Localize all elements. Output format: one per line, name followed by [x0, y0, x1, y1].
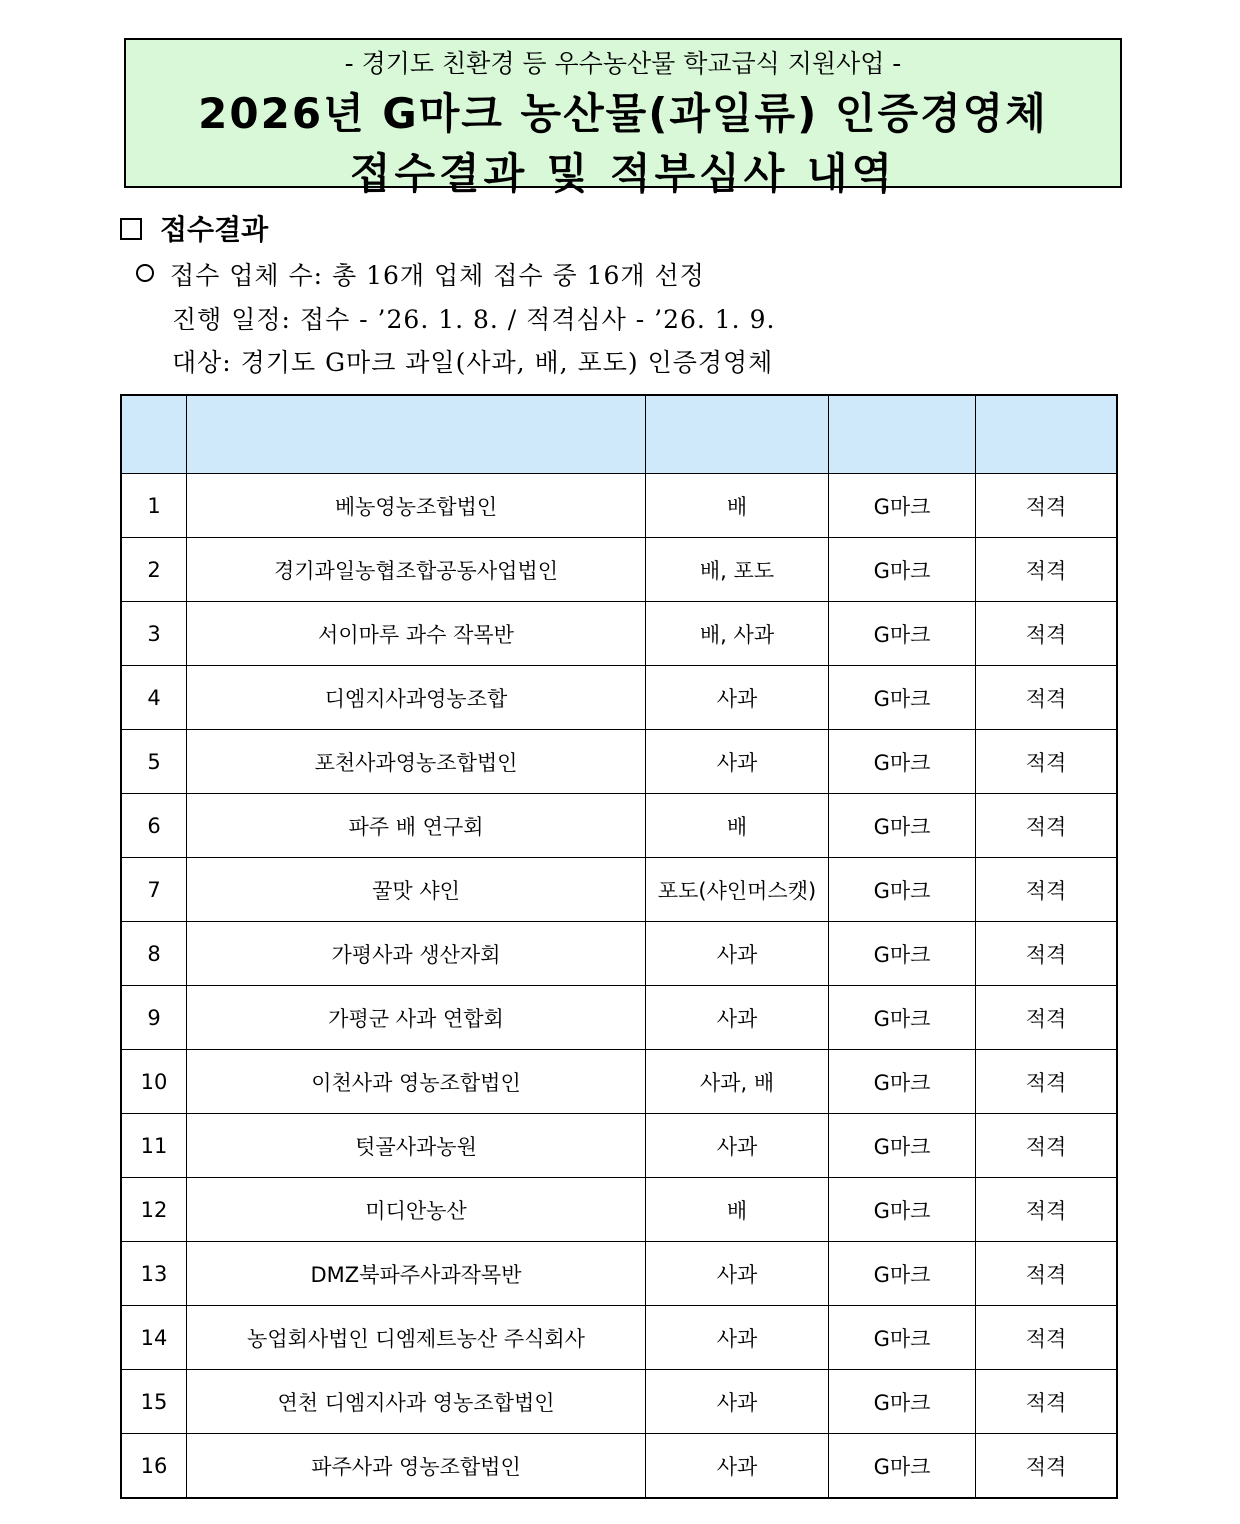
cell-no: 3	[121, 602, 187, 666]
cell-no: 2	[121, 538, 187, 602]
cell-no: 1	[121, 474, 187, 538]
header-cell-result	[976, 395, 1118, 474]
cell-result: 적격	[976, 1370, 1118, 1434]
table-row	[121, 1114, 1117, 1178]
cell-name: 텃골사과농원	[187, 1114, 646, 1178]
cell-no: 16	[121, 1434, 187, 1499]
cell-item: 사과	[646, 1434, 829, 1499]
cell-cert: G마크	[829, 1114, 976, 1178]
info-line-schedule: 진행 일정: 접수 - ’26. 1. 8. / 적격심사 - ’26. 1. 9.	[172, 305, 776, 334]
table-row	[121, 986, 1117, 1050]
cell-result: 적격	[976, 922, 1118, 986]
table-row	[121, 1178, 1117, 1242]
table-row	[121, 1306, 1117, 1370]
cell-cert: G마크	[829, 538, 976, 602]
cell-cert: G마크	[829, 474, 976, 538]
table-row	[121, 538, 1117, 602]
square-bullet-icon	[120, 218, 142, 240]
cell-cert: G마크	[829, 858, 976, 922]
cell-name: 농업회사법인 디엠제트농산 주식회사	[187, 1306, 646, 1370]
cell-result: 적격	[976, 474, 1118, 538]
header-cell-name	[187, 395, 646, 474]
cell-cert: G마크	[829, 1242, 976, 1306]
table-row	[121, 1050, 1117, 1114]
table-row	[121, 602, 1117, 666]
document-title: 2026년 G마크 농산물(과일류) 인증경영체	[198, 89, 1048, 138]
cell-item: 사과	[646, 666, 829, 730]
cell-no: 4	[121, 666, 187, 730]
cell-item: 배	[646, 474, 829, 538]
table-row	[121, 794, 1117, 858]
cell-item: 사과	[646, 986, 829, 1050]
cell-result: 적격	[976, 1178, 1118, 1242]
cell-cert: G마크	[829, 602, 976, 666]
cell-name: 파주사과 영농조합법인	[187, 1434, 646, 1499]
table-row	[121, 922, 1117, 986]
cell-no: 11	[121, 1114, 187, 1178]
cell-no: 7	[121, 858, 187, 922]
cell-item: 배	[646, 1178, 829, 1242]
cell-no: 8	[121, 922, 187, 986]
cell-result: 적격	[976, 858, 1118, 922]
cell-result: 적격	[976, 602, 1118, 666]
cell-item: 포도(샤인머스캣)	[646, 858, 829, 922]
cell-result: 적격	[976, 986, 1118, 1050]
info-line-count	[136, 258, 705, 294]
cell-item: 사과	[646, 730, 829, 794]
info-count-text: 접수 업체 수: 총 16개 업체 접수 중 16개 선정	[170, 261, 705, 290]
cell-name: 파주 배 연구회	[187, 794, 646, 858]
results-table	[120, 394, 1118, 1499]
cell-item: 사과	[646, 1114, 829, 1178]
cell-name: 꿀맛 샤인	[187, 858, 646, 922]
cell-item: 사과	[646, 1306, 829, 1370]
cell-cert: G마크	[829, 1370, 976, 1434]
cell-result: 적격	[976, 666, 1118, 730]
cell-name: 미디안농산	[187, 1178, 646, 1242]
info-line-target: 대상: 경기도 G마크 과일(사과, 배, 포도) 인증경영체	[172, 348, 774, 377]
document-subtitle: - 경기도 친환경 등 우수농산물 학교급식 지원사업 -	[344, 49, 902, 78]
cell-no: 6	[121, 794, 187, 858]
cell-cert: G마크	[829, 794, 976, 858]
cell-result: 적격	[976, 1050, 1118, 1114]
cell-name: 이천사과 영농조합법인	[187, 1050, 646, 1114]
cell-result: 적격	[976, 1242, 1118, 1306]
document-title-line2: 접수결과 및 적부심사 내역	[349, 149, 897, 198]
cell-result: 적격	[976, 1434, 1118, 1499]
cell-result: 적격	[976, 1306, 1118, 1370]
cell-item: 사과, 배	[646, 1050, 829, 1114]
table-row	[121, 1242, 1117, 1306]
cell-item: 사과	[646, 1242, 829, 1306]
cell-no: 5	[121, 730, 187, 794]
cell-cert: G마크	[829, 986, 976, 1050]
section-heading	[120, 210, 268, 250]
cell-result: 적격	[976, 1114, 1118, 1178]
cell-no: 12	[121, 1178, 187, 1242]
cell-no: 10	[121, 1050, 187, 1114]
cell-name: 연천 디엠지사과 영농조합법인	[187, 1370, 646, 1434]
cell-item: 배, 포도	[646, 538, 829, 602]
cell-cert: G마크	[829, 922, 976, 986]
cell-cert: G마크	[829, 666, 976, 730]
table-row	[121, 666, 1117, 730]
cell-cert: G마크	[829, 1434, 976, 1499]
cell-result: 적격	[976, 730, 1118, 794]
cell-name: 포천사과영농조합법인	[187, 730, 646, 794]
table-row	[121, 1434, 1117, 1499]
cell-item: 배, 사과	[646, 602, 829, 666]
cell-cert: G마크	[829, 1050, 976, 1114]
cell-no: 14	[121, 1306, 187, 1370]
table-row	[121, 858, 1117, 922]
cell-name: 가평군 사과 연합회	[187, 986, 646, 1050]
cell-item: 사과	[646, 1370, 829, 1434]
cell-name: DMZ북파주사과작목반	[187, 1242, 646, 1306]
circle-bullet-icon	[136, 264, 154, 282]
cell-name: 가평사과 생산자회	[187, 922, 646, 986]
cell-no: 15	[121, 1370, 187, 1434]
cell-name: 베농영농조합법인	[187, 474, 646, 538]
cell-cert: G마크	[829, 1178, 976, 1242]
cell-cert: G마크	[829, 1306, 976, 1370]
cell-name: 서이마루 과수 작목반	[187, 602, 646, 666]
section-heading-text: 접수결과	[160, 213, 269, 246]
cell-item: 사과	[646, 922, 829, 986]
table-row	[121, 730, 1117, 794]
cell-cert: G마크	[829, 730, 976, 794]
cell-item: 배	[646, 794, 829, 858]
header-cell-item	[646, 395, 829, 474]
cell-no: 13	[121, 1242, 187, 1306]
title-box	[124, 38, 1122, 198]
cell-result: 적격	[976, 794, 1118, 858]
cell-name: 경기과일농협조합공동사업법인	[187, 538, 646, 602]
table-row	[121, 474, 1117, 538]
cell-result: 적격	[976, 538, 1118, 602]
table-header-row	[121, 395, 1117, 474]
table-row	[121, 1370, 1117, 1434]
cell-name: 디엠지사과영농조합	[187, 666, 646, 730]
header-cell-no	[121, 395, 187, 474]
cell-no: 9	[121, 986, 187, 1050]
header-cell-cert	[829, 395, 976, 474]
